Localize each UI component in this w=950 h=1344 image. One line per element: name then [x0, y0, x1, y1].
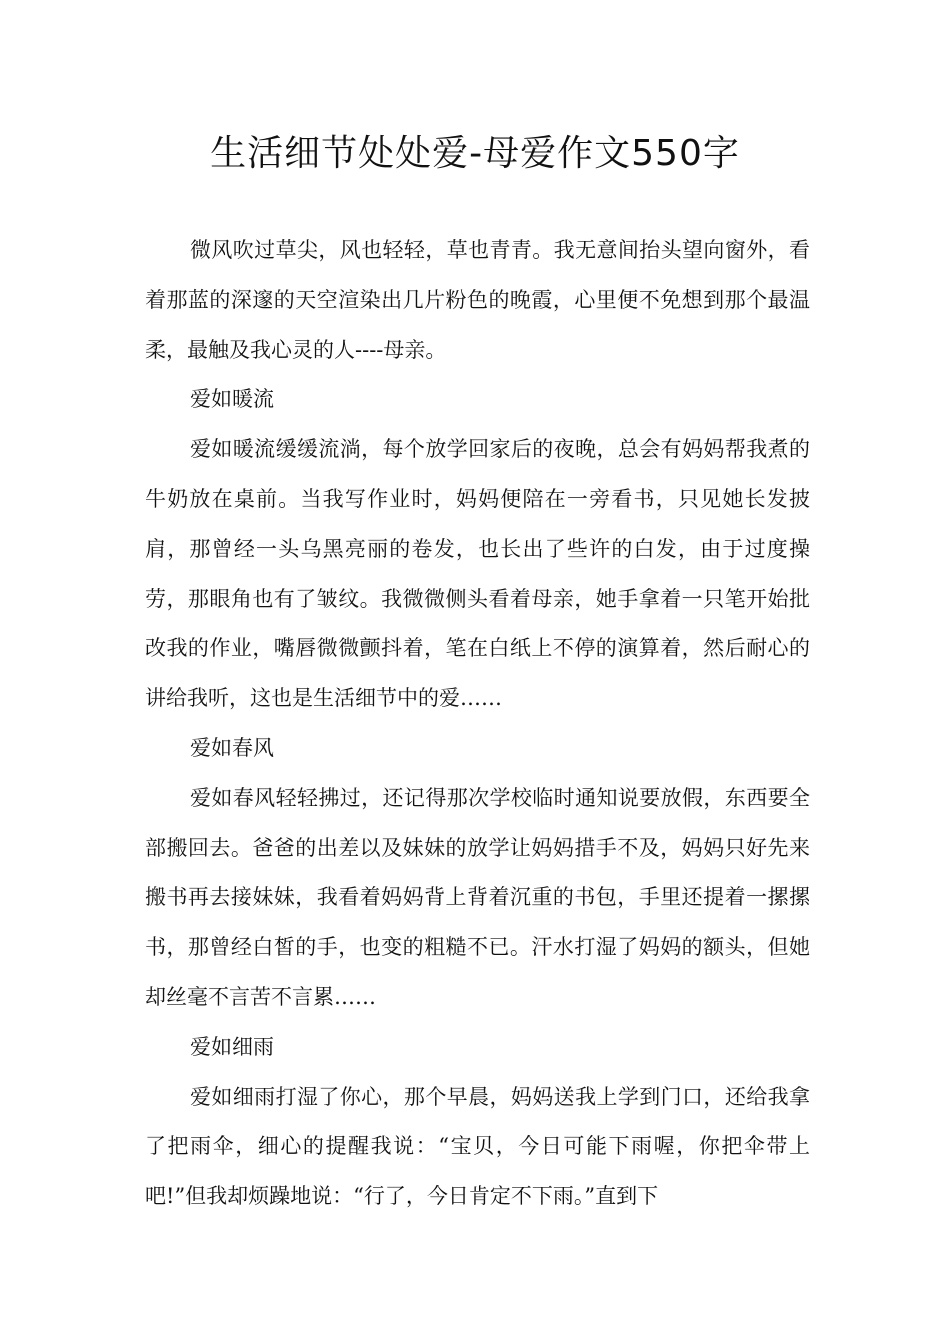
document-title: 生活细节处处爱-母爱作文550字	[210, 133, 740, 174]
paragraph-warm-stream: 爱如暖流缓缓流淌，每个放学回家后的夜晚，总会有妈妈帮我煮的牛奶放在桌前。当我写作业时，妈妈便陪在一旁看书，只见她长发披肩，那曾经一头乌黑亮丽的卷发，也长出了些许的白发，由于过度操劳，那眼角也有了皱纹。我微微侧头看着母亲，她手拿着一只笔开始批改我的作业，嘴唇微微颤抖着，笔在白纸上不停的演算着，然后耐心的讲给我听，这也是生活细节中的爱……	[145, 437, 810, 711]
section-heading-warm-stream: 爱如暖流	[190, 387, 274, 412]
paragraph-spring-breeze: 爱如春风轻轻拂过，还记得那次学校临时通知说要放假，东西要全部搬回去。爸爸的出差以及妹妹的放学让妈妈措手不及，妈妈只好先来搬书再去接妹妹，我看着妈妈背上背着沉重的书包，手里还提着一摞摞书，那曾经白皙的手，也变的粗糙不已。汗水打湿了妈妈的额头，但她却丝毫不言苦不言累……	[145, 785, 810, 1009]
section-heading-drizzle: 爱如细雨	[190, 1034, 274, 1059]
section-heading-spring-breeze: 爱如春风	[190, 735, 274, 760]
document-body	[145, 226, 810, 1222]
paragraph-intro: 微风吹过草尖，风也轻轻，草也青青。我无意间抬头望向窗外，看着那蓝的深邃的天空渲染出几片粉色的晚霞，心里便不免想到那个最温柔，最触及我心灵的人----母亲。	[145, 238, 810, 362]
paragraph-drizzle: 爱如细雨打湿了你心，那个早晨，妈妈送我上学到门口，还给我拿了把雨伞，细心的提醒我说：“宝贝，今日可能下雨喔，你把伞带上吧!”但我却烦躁地说：“行了，今日肯定不下雨。”直到下	[145, 1084, 810, 1209]
